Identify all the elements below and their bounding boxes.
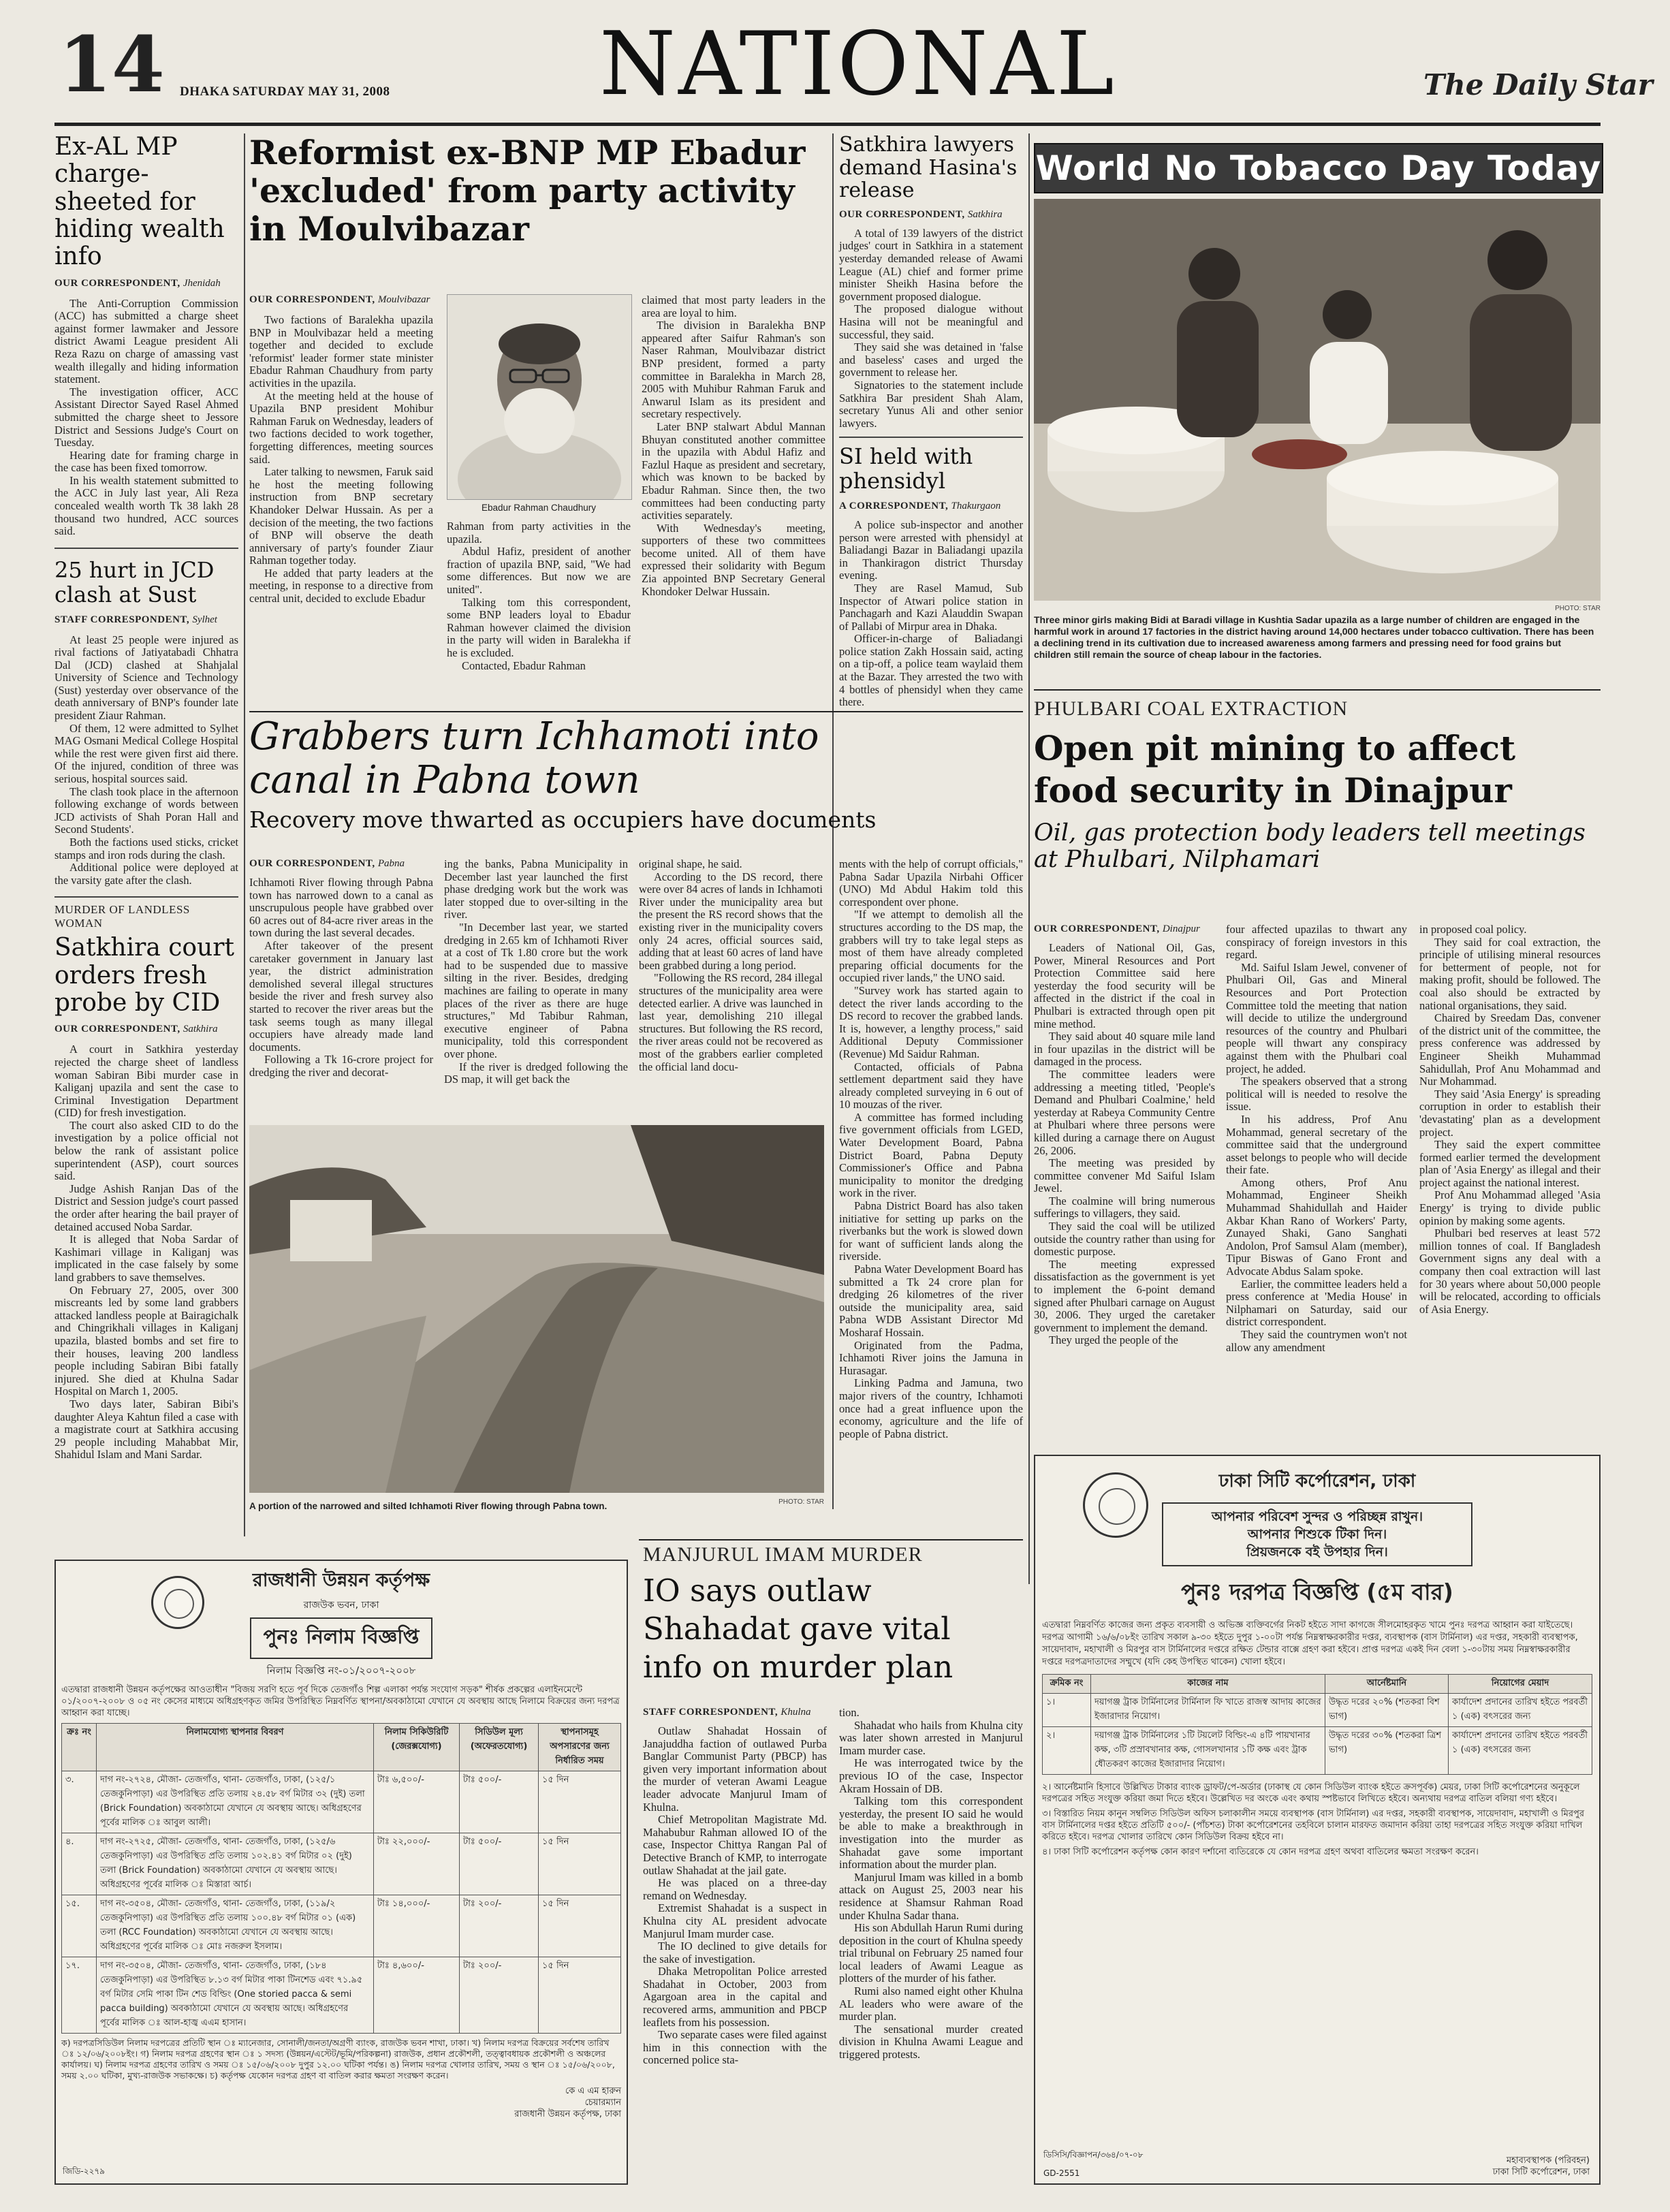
ad-title: পুনঃ নিলাম বিজ্ঞপ্তি xyxy=(250,1617,433,1659)
article-body: Ichhamoti River flowing through Pabna town has narrowed down to a canal as unscrupulous people have grabbed over 60 acres out of 84-acre river areas in the town during the last several decades. After takeover of the present caretaker government in January last year, the district administration demolished several illegal structures beside the river and fresh survey also started to recover the river areas but the task seems tough as many illegal occupiers have already made land documents. Following a Tk 16-crore project for dredging the river and decorat- xyxy=(249,876,433,1079)
article-body: tion. Shahadat who hails from Khulna city was later shown arrested in Manjurul Imam murder case. He was interrogated twice by the previous IO of the case, Inspector Akram Hossain of DB. Talking tom this correspondent yesterday, the present IO said he would be able to make a breakthrough in investigation into the murder as Shahadat gave some important information about the murder plan. Manjurul Imam was killed in a bomb attack on August 25, 2003 near his residence at Shamsur Rahman Road under Khulna Sadar thana. His son Abdullah Harun Rumi during deposition in the court of Khulna speedy trial tribunal on February 25 named four local leaders of Awami League as plotters of the murder of his father. Rumi also named eight other Khulna AL leaders who were aware of the murder plan. The sensational murder created division in Khulna Awami League and triggered protests. xyxy=(839,1706,1023,2061)
photo-credit: PHOTO: STAR xyxy=(778,1498,824,1506)
table-row: ৩. দাগ নং-২৭২৪, মৌজা- তেজগাঁও, থানা- তেজগাঁও, ঢাকা, (১২৫/১ তেজকুনিপাড়া) এর উপরিস্থিত প্রতি তলায় ২৪.৫৮ বর্গ মিটার ৩২ (দুই) তলা (Brick Foundation) অবকাঠামো যেখানে যে অবস্থায় আছে। অধিগ্রহণের পূর্বের মালিক ঃ আবুল আলী। টাঃ ৬,৫০০/- টাঃ ৫০০/- ১৫ দিন xyxy=(62,1771,621,1833)
ad-org: ঢাকা সিটি কর্পোরেশন, ঢাকা xyxy=(1218,1471,1416,1491)
kicker: PHULBARI COAL EXTRACTION xyxy=(1034,697,1349,720)
section-rule xyxy=(249,711,1023,712)
tobacco-photo-illustration xyxy=(1034,199,1601,601)
table-row: ১৭. দাগ নং-৩৫০৪, মৌজা- তেজগাঁও, থানা- তেজগাঁও, ঢাকা, (১৮৪ তেজকুনিপাড়া) এর উপরিস্থিত ৮.১৩ বর্গ মিটার পাকা টিনশেড এবং ৭১.৯৫ বর্গ মিটার সেমি পাকা টিন শেড বিল্ডিং (One storied pacca & semi pacca building) অবকাঠামো যেখানে যে অবস্থায় আছে। অধিগ্রহণের পূর্বের মালিক ঃ আল-হাজ্ব এএম হাসান। টাঃ ৪,৬০০/- টাঃ ২০০/- ১৫ দিন xyxy=(62,1957,621,2034)
article-body: four affected upazilas to thwart any conspiracy of foreign investors in this regard. Md. Saiful Islam Jewel, convener of Phulbari Oil, Gas and Mineral Resources and Port Protection Committee told the meeting that nation will decide to utilize the underground resources of the country and Phulbari people will thwart any conspiracy against them with the Phulbari coal project, he added. The speakers observed that a strong political will is needed to resolve the issue. In his address, Prof Anu Mohammad, general secretary of the committee said that the underground asset belongs to people who will decide their fate. Among others, Prof Anu Mohammad, Engineer Sheikh Muhammad Shahidullah and Haider Akbar Khan Rano of Workers' Party, Zunayed Shaki, Gano Sanghati Andolon, Prof Samsul Alam (member), Tipur Biswas of Gano Front and Advocate Abdus Salam spoke. Earlier, the committee leaders held a press conference at 'Media House' in Nilphamari on Saturday, said our district correspondent. They said the countrymen won't not allow any amendment xyxy=(1226,923,1407,1354)
headline: Ex-AL MP charge-sheeted for hiding wealth info xyxy=(54,133,225,271)
headline: Reformist ex-BNP MP Ebadur 'excluded' from party activity in Moulvibazar xyxy=(249,133,806,249)
ad-title: পুনঃ দরপত্র বিজ্ঞপ্তি (৫ম বার) xyxy=(1181,1579,1453,1605)
rajuk-seal-icon xyxy=(151,1576,204,1629)
ad-org-sub: রাজউক ভবন, ঢাকা xyxy=(303,1600,379,1611)
paper-name-logo: The Daily Star xyxy=(1423,68,1653,101)
dateline: DHAKA SATURDAY MAY 31, 2008 xyxy=(180,84,390,99)
page-number: 14 xyxy=(59,20,165,110)
masthead-rule xyxy=(54,123,1601,126)
column-rule xyxy=(1028,133,1030,1584)
headline: SI held with phensidyl xyxy=(839,443,973,494)
headline: Satkhira court orders fresh probe by CID xyxy=(54,934,234,1017)
article-body: At least 25 people were injured as rival factions of Jatiyatabadi Chhatra Dal (JCD) clashed at Shahjalal University of Science and Technology (Sust) yesterday over observance of the death anniversary of BNP's founder late president Ziaur Rahman. Of them, 12 were admitted to Sylhet MAG Osmani Medical College Hospital while the rest were given first aid there. Of the injured, condition of three was serious, hospital sources said. The clash took place in the afternoon following exchange of words between JCD activists of Shah Poran Hall and Second Students'. Both the factions used sticks, cricket stamps and iron rods during the clash. Additional police were deployed at the varsity gate after the clash. xyxy=(54,633,238,887)
byline: A CORRESPONDENT, Thakurgaon xyxy=(839,500,1001,511)
article-body: Two factions of Baralekha upazila BNP in Moulvibazar held a meeting together and decided to exclude 'reformist' leader former state minister Ebadur Rahman Chaudhury from party activities in the upazila. At the meeting held at the house of Upazila BNP president Mohibur Rahman Faruk on Wednesday, leaders of two factions decided to work together, forgetting differences, meeting sources said. Later talking to newsmen, Faruk said he host the meeting following instruction from BNP secretary Khandoker Delwar Hussain. As per a decision of the meeting, the two factions of BNP will observe the death anniversary of party's founder Ziaur Rahman together today. He added that party leaders at the meeting, in response to a directive from central unit, decided to exclude Ebadur xyxy=(249,313,433,605)
article-body: original shape, he said. According to the DS record, there were over 84 acres of lands in Ichhamoti River under the municipality area but the present the RS record shows that the existing river in the municipality covers only 24 acres, official sources said, adding that at least 60 acres of land have been grabbed during a long period. "Following the RS record, 284 illegal structures of the municipality area were detected earlier. A drive was launched in last year, demolishing 210 illegal structures. But following the RS record, the river areas could not be recovered as most of the grabbers earlier completed the official land docu- xyxy=(639,857,823,1073)
photo-caption: Three minor girls making Bidi at Baradi village in Kushtia Sadar upazila as a large number of children are engaged in the harmful work in around 17 factories in the district having around 14,000 hectares under tobacco cultivation. There has been a declining trend in its cultivation due to increased awareness among farmers and pressing need for food grains but children still remain the source of cheap labour in the factories. xyxy=(1034,614,1594,660)
byline: OUR CORRESPONDENT, Jhenidah xyxy=(54,277,221,289)
ad-ref: জিডি-২২৭৯ xyxy=(63,2166,105,2176)
photo-credit: PHOTO: STAR xyxy=(1555,605,1601,612)
ad-ref: GD-2551 xyxy=(1043,2168,1080,2178)
article-body: A court in Satkhira yesterday rejected the charge sheet of landless woman Sabiran Bibi murder case in Kaliganj upazila and sent the case to Criminal Investigation Department (CID) for fresh investigation. The court also asked CID to do the investigation by a police official not below the rank of assistant police superintendent (ASP), court sources said. Judge Ashish Ranjan Das of the District and Session judge's court passed the order after hearing the bail prayer of detained accused Noba Sardar. It is alleged that Noba Sardar of Kashimari village in Kaliganj was implicated in the case falsely by some land grabbers to save themselves. On February 27, 2005, over 300 miscreants led by some land grabbers attacked landless people at Bairagichalk and Chingrikhali villages in Kaliganj upazila, blasted bombs and set fire to their houses, leaving 200 landless people including Sabiran Bibi fatally injured. She died at Khulna Sadar Hospital on March 1, 2005. Two days later, Sabiran Bibi's daughter Aleya Kahtun filed a case with a magistrate court at Satkhira accusing 29 people including Mahabbat Mir, Shahidul Islam and Mani Sardar. xyxy=(54,1043,238,1462)
ad-signature: মহাব্যবস্থাপক (পরিবহন) ঢাকা সিটি কর্পোরেশন, ঢাকা xyxy=(1492,2155,1590,2177)
headline: 25 hurt in JCD clash at Sust xyxy=(54,556,215,607)
byline: OUR CORRESPONDENT, Pabna xyxy=(249,858,405,869)
ad-notice-no: নিলাম বিজ্ঞপ্তি নং-০১/২০০৭-২০০৮ xyxy=(266,1664,416,1677)
ad-intro: এতদ্বারা রাজধানী উন্নয়ন কর্তৃপক্ষের আওতাধীন "বিজয় সরণি হতে পূর্ব দিকে তেজগাঁও শিল্প এলাকা পর্যন্ত সংযোগ সড়ক" শীর্ষক প্রকল্পের এলাইনমেন্টে ০১/২০০৭-২০০৮ ও ০৫ নং কেসের মাধ্যমে অধিগ্রহণকৃত জমির উপরিস্থিত নিম্নবর্ণিত স্থাপনা/অবকাঠামো যেখানে যে অবস্থায় আছে নিলামে বিক্রয়ের জন্য দরপত্র আহ্বান করা যাচ্ছে। xyxy=(61,1685,620,1718)
table-row: ১। দয়াগঞ্জ ট্রাক টার্মিনালের টার্মিনাল ফি খাতে রাজস্ব আদায় কাজের ইজারাদার নিয়োগ। উদ্ধৃত দরের ২০% (শতকরা বিশ ভাগ) কার্যাদেশ প্রদানের তারিখ হইতে পরবর্তী ১ (এক) বৎসরের জন্য xyxy=(1043,1694,1592,1727)
ad-notes: ক) দরপত্রসিডিউল নিলাম দরপত্রের প্রতিটি স্থান ঃ ম্যানেজার, সোনালী/জনতা/অগ্রণী ব্যাংক, রাজউক ভবন শাখা, ঢাকা। খ) নিলাম দরপত্র বিক্রয়ের সর্বশেষ তারিখ ঃ ১২/০৬/২০০৮ইং। গ) নিলাম দরপত্র গ্রহণের স্থান ঃ ১ সদস্য (উন্নয়ন/এস্টেট/ভূমি/পরিকল্পনা) রাজউক, প্রধান প্রকৌশলী, তত্ত্বাবধায়ক প্রকৌশলী ও অঞ্চলের কার্যালয়। ঘ) নিলাম দরপত্র গ্রহণের তারিখ ও সময় ঃ ১৫/০৬/২০০৮ দুপুর ১২.০০ ঘটিকা পর্যন্ত। ঙ) নিলাম দরপত্র খোলার তারিখ, সময় ও স্থান ঃ ১৫/০৬/২০০৮, সময় ২.০০ ঘটিকা, মুখ্য-রাজউক সভাকক্ষে। চ) কর্তৃপক্ষ যেকোন দরপত্র গ্রহণ বা বাতিল করার ক্ষমতা সংরক্ষণ করেন। xyxy=(61,2038,615,2081)
kicker: MURDER OF LANDLESS WOMAN xyxy=(54,903,190,930)
river-photo-illustration xyxy=(249,1125,824,1493)
byline: OUR CORRESPONDENT, Satkhira xyxy=(839,208,1003,220)
dcc-tender-ad xyxy=(1034,1455,1601,2185)
photo-caption: Ebadur Rahman Chaudhury xyxy=(481,503,597,513)
river-photo xyxy=(249,1125,824,1493)
subhead: Recovery move thwarted as occupiers have documents xyxy=(249,806,877,833)
tender-table: ক্রমিক নং কাজের নাম আর্নেষ্টমানি নিয়োগের মেয়াদ ১। দয়াগঞ্জ ট্রাক টার্মিনালের টার্মিনাল ফি খাতে রাজস্ব আদায় কাজের ইজারাদার নিয়োগ। উদ্ধৃত দরের ২০% (শতকরা বিশ ভাগ) কার্যাদেশ প্রদানের তারিখ হইতে পরবর্তী ১ (এক) বৎসরের জন্য ২। দয়াগঞ্জ ট্রাক টার্মিনালের ১টি টয়লেট বিল্ডিং-এ ৪টি পায়খানার কক্ষ, ৩টি প্রস্রাবখানার কক্ষ, গোসলখানার ১টি কক্ষ এবং ট্রাক ধৌতকরণ কাজের ইজারাদার নিয়োগ। উদ্ধৃত দরের ৩০% (শতকরা ত্রিশ ভাগ) কার্যাদেশ প্রদানের তারিখ হইতে পরবর্তী ১ (এক) বৎসরের জন্য xyxy=(1042,1674,1592,1775)
article-body: ments with the help of corrupt officials," Pabna Sadar Upazila Nirbahi Officer (UNO) Md Abdul Hakim told this correspondent over phone. "If we attempt to demolish all the structures according to the DS map, the grabbers will try to take legal steps as most of them have already completed preparing official documents for the occupied river lands," the UNO said. "Survey work has started again to detect the river lands according to the DS record to recover the grabbed lands. It is, however, a lengthy process," said Additional Deputy Commissioner (Revenue) Md Saidur Rahman. Contacted, officials of Pabna settlement department said they have already completed surveying in 6 out of 10 mouzas of the river. A committee has formed including five government officials from LGED, Water Development Board, Pabna District Board, Pabna Deputy Commissioner's Office and Pabna municipality to monitor the dredging work in the river. Pabna District Board has also taken initiative for setting up parks on the riverbanks but the work is slowed down for want of sufficient lands along the riverside. Pabna Water Development Board has submitted a Tk 24 crore plan for dredging 26 kilometres of the river outside the municipality area, said Pabna WDB Assistant Director Md Mosharaf Hossain. Originated from the Padma, Ichhamoti River joins the Jamuna in Hurasagar. Linking Padma and Jamuna, two major rivers of the country, Ichhamoti once had a great influence upon the economy, agriculture and the life of people of Pabna district. xyxy=(839,857,1023,1440)
byline: OUR CORRESPONDENT, Moulvibazar xyxy=(249,294,430,305)
article-body: The Anti-Corruption Commission (ACC) has submitted a charge sheet against former lawmaker and Jessore district Awami League president Ali Reza Razu on charge of amassing vast wealth illegally and hiding information statement. The investigation officer, ACC Assistant Director Sayed Rasel Ahmed submitted the charge sheet to Jessore District and Sessions Judge's Court on Tuesday. Hearing date for framing charge in the case has been fixed tomorrow. In his wealth statement submitted to the ACC in July last year, Ali Reza concealed wealth worth Tk 38 lakh 28 thousand two hundred, ACC sources said. xyxy=(54,296,238,538)
column-rule xyxy=(244,133,245,1536)
portrait-illustration xyxy=(447,295,631,499)
headline: Grabbers turn Ichhamoti into canal in Pabna town xyxy=(249,714,819,802)
headline: Satkhira lawyers demand Hasina's release xyxy=(839,133,1018,203)
byline: STAFF CORRESPONDENT, Sylhet xyxy=(54,614,217,625)
byline: OUR CORRESPONDENT, Dinajpur xyxy=(1034,923,1200,934)
section-title: NATIONAL xyxy=(599,14,1117,115)
ad-ref: ডিসিসি/বিজ্ঞাপন/৩৬৪/০৭-০৮ xyxy=(1043,2150,1144,2160)
kicker: MANJURUL IMAM MURDER xyxy=(643,1543,923,1566)
article-body: Rahman from party activities in the upazila. Abdul Hafiz, president of another fraction of upazila BNP, said, "We had some differences. But now we are united". Talking tom this correspondent, some BNP leaders loyal to Ebadur Rahman however claimed the division in the party will widen in Baralekha if he is excluded. Contacted, Ebadur Rahman xyxy=(447,520,631,672)
table-row: ১৫. দাগ নং-৩৫০৪, মৌজা- তেজগাঁও, থানা- তেজগাঁও, ঢাকা, (১১৯/২ তেজকুনিপাড়া) এর উপরিস্থিত প্রতি তলায় ১০০.৪৮ বর্গ মিটার ০১ (এক) তলা (RCC Foundation) অবকাঠামো যেখানে যে অবস্থায় আছে। অধিগ্রহণের পূর্বের মালিক ঃ মোঃ নজরুল ইসলাম। টাঃ ১৪,০০০/- টাঃ ২০০/- ১৫ দিন xyxy=(62,1895,621,1957)
tobacco-banner xyxy=(1034,143,1603,193)
headline: IO says outlaw Shahadat gave vital info on murder plan xyxy=(643,1573,954,1685)
headline: Open pit mining to affect food security in Dinajpur xyxy=(1034,728,1516,810)
dcc-seal-icon xyxy=(1083,1472,1148,1538)
auction-table: ক্রঃ নং নিলামযোগ্য স্থাপনার বিবরণ নিলাম সিকিউরিটি (জেরক্সযোগ্য) সিডিউল মূল্য (অফেরতযোগ্য) স্থাপনাসমূহ অপসারণের জন্য নির্ধারিত সময় ৩. দাগ নং-২৭২৪, মৌজা- তেজগাঁও, থানা- তেজগাঁও, ঢাকা, (১২৫/১ তেজকুনিপাড়া) এর উপরিস্থিত প্রতি তলায় ২৪.৫৮ বর্গ মিটার ৩২ (দুই) তলা (Brick Foundation) অবকাঠামো যেখানে যে অবস্থায় আছে। অধিগ্রহণের পূর্বের মালিক ঃ আবুল আলী। টাঃ ৬,৫০০/- টাঃ ৫০০/- ১৫ দিন ৪. দাগ নং-২৭২৫, মৌজা- তেজগাঁও, থানা- তেজগাঁও, ঢাকা, (১২৫/৬ তেজকুনিপাড়া) এর উপরিস্থিত প্রতি তলায় ১০২.৪১ বর্গ মিটার ০২ (দুই) তলা (Brick Foundation) অবকাঠামো যেখানে যে অবস্থায় আছে। অধিগ্রহণের পূর্বের মালিক ঃ মিস্তারা আর্চ। টাঃ ২২,০০০/- টাঃ ৫০০/- ১৫ দিন ১৫. দাগ নং-৩৫০৪, মৌজা- তেজগাঁও, থানা- তেজগাঁও, ঢাকা, (১১৯/২ তেজকুনিপাড়া) এর উপরিস্থিত প্রতি তলায় ১০০.৪৮ বর্গ মিটার ০১ (এক) তলা (RCC Foundation) অবকাঠামো যেখানে যে অবস্থায় আছে। অধিগ্রহণের পূর্বের মালিক ঃ মোঃ নজরুল ইসলাম। টাঃ ১৪,০০০/- টাঃ ২০০/- ১৫ দিন ১৭. দাগ নং-৩৫০৪, মৌজা- তেজগাঁও, থানা- তেজগাঁও, ঢাকা, (১৮৪ তেজকুনিপাড়া) এর উপরিস্থিত ৮.১৩ বর্গ মিটার পাকা টিনশেড এবং ৭১.৯৫ বর্গ মিটার সেমি পাকা টিন শেড বিল্ডিং (One storied pacca & semi pacca building) অবকাঠামো যেখানে যে অবস্থায় আছে। অধিগ্রহণের পূর্বের মালিক ঃ আল-হাজ্ব এএম হাসান। টাঃ ৪,৬০০/- টাঃ ২০০/- ১৫ দিন xyxy=(61,1723,621,2034)
ad-para: এতদ্বারা নিম্নবর্ণিত কাজের জন্য প্রকৃত ব্যবসায়ী ও অভিজ্ঞ ব্যক্তিবর্গের নিকট হইতে সাদা কাগজে সীলমোহরকৃত খামে পুনঃ দরপত্র আহ্বান করা যাইতেছে। দরপত্র আগামী ১৬/৬/০৮ইং তারিখ সকাল ৯-৩০ হইতে দুপুর ১-০০টা পর্যন্ত নিম্নস্বাক্ষরকারীর দপ্তর, ব্যবস্থাপক (বাস টার্মিনাল) এর দপ্তর, সহকারী ব্যবস্থাপক, সায়েদাবাদ, মহাখালী ও মিরপুর বাস টার্মিনালের দপ্তরে রক্ষিত টেন্ডার বাক্সে গ্রহণ করা হইবে। প্রাপ্ত দরপত্র একই দিন বেলা ১-৩০টায় সময় নিম্নস্বাক্ষরকারীর দপ্তরে দরপত্রদাতাদের সম্মুখে (যদি কেহ উপস্থিত থাকেন) খোলা হইবে। xyxy=(1042,1620,1578,1667)
table-row: ৪. দাগ নং-২৭২৫, মৌজা- তেজগাঁও, থানা- তেজগাঁও, ঢাকা, (১২৫/৬ তেজকুনিপাড়া) এর উপরিস্থিত প্রতি তলায় ১০২.৪১ বর্গ মিটার ০২ (দুই) তলা (Brick Foundation) অবকাঠামো যেখানে যে অবস্থায় আছে। অধিগ্রহণের পূর্বের মালিক ঃ মিস্তারা আর্চ। টাঃ ২২,০০০/- টাঃ ৫০০/- ১৫ দিন xyxy=(62,1833,621,1895)
article-body: A police sub-inspector and another person were arrested with phensidyl at Baliadangi Bazar in Baliadangi upazila in Thankiragon district Thursday evening. They are Rasel Mamud, Sub Inspector of Atwari police station in Panchagarh and Kazi Alauddin Swapan of Pallabi of Mirpur area in Dhaka. Officer-in-charge of Baliadangi police station Zakh Hossain said, acting on a tip-off, a police team waylaid them at the Bazar. They arrested the two with 4 bottles of phensidyl when they came there. xyxy=(839,518,1023,709)
article-body: Outlaw Shahadat Hossain of Janajuddha faction of outlawed Purba Banglar Communist Party (PBCP) has given very important information about the murder of veteran Awami League leader advocate Manjurul Imam of Khulna. Chief Metropolitan Magistrate Md. Mahabubur Rahman allowed IO of the case, Inspector Chittya Rangan Pal of Detective Branch of KMP, to interrogate outlaw Shahadat at the jail gate. He was placed on a three-day remand on Wednesday. Extremist Shahadat is a suspect in Khulna city AL president advocate Manjurul Imam murder case. The IO declined to give details for the sake of investigation. Dhaka Metropolitan Police arrested Shadahat in October, 2003 from Agargoan area in the capital and recovered arms, ammunition and PBCP leaflets from his possession. Two separate cases were filed against him in this connection with the concerned police sta- xyxy=(643,1724,827,2067)
section-rule xyxy=(639,1539,1023,1540)
article-body: claimed that most party leaders in the area are loyal to him. The division in Baralekha BNP appeared after Saifur Rahman's son Naser Rahman, Moulvibazar district BNP president, formed a party committee in Baralekha in March 28, 2005 with Muhibur Rahman Faruk and Anwarul Islam as its president and secretary respectively. Later BNP stalwart Abdul Mannan Bhuyan constituted another committee in the upazila with Abdul Hafiz and Fazlul Haque as president and secretary, which was known to be backed by Ebadur Rahman. Since then, the two committees had been conducting party activities separately. With Wednesday's meeting, supporters of these two committees become united. All of them have expressed their solidarity with Begum Zia appointed BNP Secretary General Khondoker Delwar Hussain. xyxy=(642,294,825,598)
photo-caption: A portion of the narrowed and silted Ichhamoti River flowing through Pabna town. xyxy=(249,1501,608,1511)
article-body: in proposed coal policy. They said for coal extraction, the principle of utilising mineral resources for betterment of people, not for making profit, should be followed. The coal also should be extracted by national organisations, they said. Chaired by Sreedam Das, convener of the district unit of the committee, the press conference was addressed by Engineer Sheikh Muhammad Sahidullah, Prof Anu Mohammad and Nur Mohammad. They said 'Asia Energy' is spreading corruption in order to establish their 'devastating' plan as a development project. They said the expert committee formed earlier termed the development plan of 'Asia Energy' as illegal and their project against the national interest. Prof Anu Mohammad alleged 'Asia Energy' is trying to divide public opinion by making some agents. Phulbari bed reserves at least 572 million tonnes of coal. If Bangladesh Government signs any deal with a company then coal extraction will last for 30 years where about 50,000 people will be relocated, according to officials of Asia Energy. xyxy=(1419,923,1601,1316)
byline: OUR CORRESPONDENT, Satkhira xyxy=(54,1024,218,1035)
portrait-photo xyxy=(447,294,632,500)
banner-text: World No Tobacco Day Today xyxy=(1035,148,1602,188)
article-body: Leaders of National Oil, Gas, Power, Mineral Resources and Port Protection Committee said here yesterday the food security will be affected in the district if the coal in Phulbari is extracted through open pit mine method. They said about 40 square mile land in four upazilas in the district will be damaged in the process. The committee leaders were addressing a meeting titled, 'People's Demand and Phulbari Coalmine,' held yesterday at Rabeya Community Centre at Phulbari where three persons were killed during a carnage there on August 26, 2006. The meeting was presided by committee convener Md Saiful Islam Jewel. The coalmine will bring numerous sufferings to villagers, they said. They said the coal will be utilized outside the country rather than using for domestic purpose. The meeting expressed dissatisfaction as the government is yet to implement the 6-point demand signed after Phulbari carnage on August 30, 2006. They urged the caretaker government to implement the demand. They urged the people of the xyxy=(1034,941,1215,1347)
article-body: A total of 139 lawyers of the district judges' court in Satkhira in a statement yesterday demanded release of Awami League (AL) chief and former prime minister Sheikh Hasina before the government proposed dialogue. The proposed dialogue without Hasina will not be meaningful and successful, they said. They said she was detained in 'false and baseless' cases and urged the government to release her. Signatories to the statement include Satkhira Bar president Shah Alam, secretary Yunus Ali and other senior lawyers. xyxy=(839,226,1023,430)
subhead: Oil, gas protection body leaders tell meetings at Phulbari, Nilphamari xyxy=(1034,819,1586,874)
byline: STAFF CORRESPONDENT, Khulna xyxy=(643,1707,811,1718)
rajuk-auction-ad xyxy=(54,1560,628,2185)
section-rule xyxy=(1034,689,1601,691)
article-body: ing the banks, Pabna Municipality in December last year launched the first phase dredging work but the work was later stopped due to over-silting in the river. "In December last year, we started dredging in 2.65 km of Ichhamoti River at a cost of Tk 1.80 crore but the work had to be suspended due to massive silting in the river. Besides, dredging machines are failing to operate in many places of the river as there are huge structures," Md Tabibur Rahman, executive engineer of Pabna municipality, told this correspondent over phone. If the river is dredged following the DS map, it will get back the xyxy=(444,857,628,1086)
ad-org: রাজধানী উন্নয়ন কর্তৃপক্ষ xyxy=(252,1570,430,1591)
table-row: ২। দয়াগঞ্জ ট্রাক টার্মিনালের ১টি টয়লেট বিল্ডিং-এ ৪টি পায়খানার কক্ষ, ৩টি প্রস্রাবখানার কক্ষ, গোসলখানার ১টি কক্ষ এবং ট্রাক ধৌতকরণ কাজের ইজারাদার নিয়োগ। উদ্ধৃত দরের ৩০% (শতকরা ত্রিশ ভাগ) কার্যাদেশ প্রদানের তারিখ হইতে পরবর্তী ১ (এক) বৎসরের জন্য xyxy=(1043,1727,1592,1775)
ad-signature: কে এ এম হারুন চেয়ারম্যান রাজধানী উন্নয়ন কর্তৃপক্ষ, ঢাকা xyxy=(514,2086,621,2119)
tobacco-photo xyxy=(1034,199,1601,601)
ad-slogans: আপনার পরিবেশ সুন্দর ও পরিচ্ছন্ন রাখুন। আপনার শিশুকে টিকা দিন। প্রিয়জনকে বই উপহার দিন। xyxy=(1162,1502,1472,1566)
ad-terms: ২। আর্নেষ্টমানি হিসাবে উল্লিখিত টাকার ব্যাংক ড্রাফট/পে-অর্ডার (ঢাকাস্থ যে কোন সিডিউল ব্যাংক হইতে ক্রসপূর্বক) মেয়র, ঢাকা সিটি কর্পোরেশনের অনুকূলে দরপত্রের সহিত সংযুক্ত করিয়া জমা দিতে হইবে। উল্লেখিত দর অংকে এবং কথায় স্পষ্টভাবে লিখিতে হইবে। অন্যথায় দরপত্র বাতিল বলিয়া গণ্য হইবে। ৩। বিস্তারিত নিয়ম কানুন সম্বলিত সিডিউল অফিস চলাকালীন সময়ে ব্যবস্থাপক (বাস টার্মিনাল) এর দপ্তর, সহকারী ব্যবস্থাপক, সায়েদাবাদ, মহাখালী ও মিরপুর বাস টার্মিনালের দপ্তর হইতে প্রতিটি ৫০০/- (পাঁচশত) টাকা কর্পোরেশনের তহবিলে চালান মারফত জমাদান করিয়া তাহা দরপত্রের সহিত সংযুক্ত করিয়া দাখিল করিতে হইবে। দরপত্র খোলার তারিখে কোন সিডিউল বিক্রয় হইবে না। ৪। ঢাকা সিটি কর্পোরেশন কর্তৃপক্ষ কোন কারণ দর্শানো ব্যতিরেকে যে কোন দরপত্র গ্রহণ অথবা বাতিলের ক্ষমতা সংরক্ষণ করেন। xyxy=(1042,1782,1585,1857)
